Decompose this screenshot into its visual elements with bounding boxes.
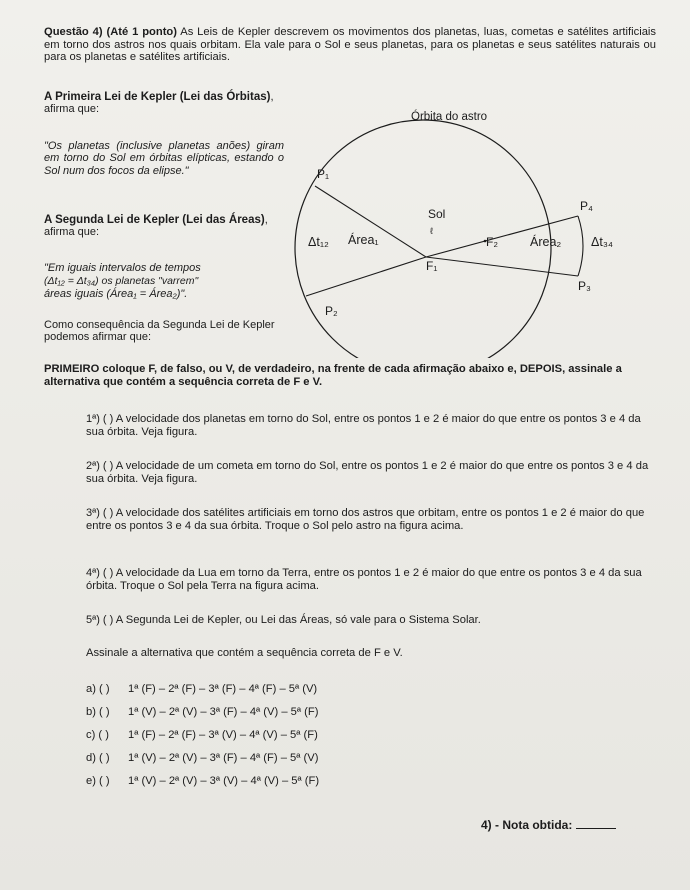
label-area2: Área₂ (530, 235, 562, 249)
grade-field (481, 818, 616, 832)
wedge-line-p2 (306, 257, 426, 296)
instructions-text: PRIMEIRO coloque F, de falso, ou V, de verdadeiro, na frente de cada afirmação abaixo e, DEPOIS, assinale a alternativa que contém a sequência correta de F e V. (44, 363, 622, 388)
option-e-text: 1ª (V) – 2ª (V) – 3ª (V) – 4ª (V) – 5ª (F) (128, 775, 320, 787)
label-dt12: Δt₁₂ (308, 235, 329, 249)
label-p3: P₃ (578, 279, 591, 293)
label-p2: P₂ (325, 304, 338, 318)
statement-1 (86, 413, 656, 439)
option-d[interactable] (86, 752, 318, 765)
grade-blank[interactable] (576, 828, 616, 829)
orbit-diagram (288, 108, 628, 358)
option-e-label: e) ( ) (86, 775, 110, 787)
label-area1: Área₁ (348, 233, 379, 247)
sun-mark-icon: ℓ (430, 226, 433, 236)
question-heading: Questão 4) (Até 1 ponto) (44, 26, 177, 38)
statement-5-number: 5ª) ( ) (86, 614, 114, 626)
option-d-text: 1ª (V) – 2ª (V) – 3ª (F) – 4ª (F) – 5ª (V) (128, 752, 319, 764)
label-sol: Sol (428, 207, 446, 221)
second-law-quote-b: (Δt₁₂ = Δt₃₄) os planetas "varrem" (44, 275, 199, 287)
second-law-block (44, 214, 284, 239)
assinale-text: Assinale a alternativa que contém a sequência correta de F e V. (86, 647, 403, 659)
statement-5-text: A Segunda Lei de Kepler, ou Lei das Áreas, só vale para o Sistema Solar. (115, 614, 481, 626)
statement-1-text: A velocidade dos planetas em torno do Sol, entre os pontos 1 e 2 é maior do que entre os pontos 3 e 4 da sua órbita. Veja figura. (86, 413, 641, 438)
wedge-line-p3 (426, 257, 578, 276)
second-law-tail: , afirma que: (44, 214, 268, 239)
statement-2 (86, 460, 656, 486)
option-c-text: 1ª (F) – 2ª (F) – 3ª (V) – 4ª (V) – 5ª (F) (128, 729, 318, 741)
statement-4 (86, 567, 656, 593)
option-b[interactable] (86, 706, 318, 719)
statement-3 (86, 507, 656, 533)
question-intro-text: As Leis de Kepler descrevem os movimentos dos planetas, luas, cometas e satélites artificiais em torno dos astros nos quais orbitam. Ela vale para o Sol e seus planetas, para os planetas e seus satélites naturais ou para os planetas e satélites artificiais. (44, 26, 656, 63)
second-law-title: A Segunda Lei de Kepler (Lei das Áreas) (44, 214, 265, 226)
orbit-title: Órbita do astro (411, 111, 488, 123)
consequence-text: Como consequência da Segunda Lei de Kepler podemos afirmar que: (44, 319, 275, 344)
option-e[interactable] (86, 775, 319, 788)
statement-2-text: A velocidade de um cometa em torno do Sol, entre os pontos 1 e 2 é maior do que entre os pontos 3 e 4 da sua órbita. Veja figura. (86, 460, 649, 485)
focus-f2-dot (484, 240, 487, 243)
statement-2-number: 2ª) ( ) (86, 460, 114, 472)
option-d-label: d) ( ) (86, 752, 110, 764)
first-law-quote: "Os planetas (inclusive planetas anões) giram em torno do Sol em órbitas elípticas, estando o Sol num dos focos da elipse." (44, 140, 284, 177)
first-law-block (44, 91, 284, 116)
instructions (44, 363, 664, 389)
option-a-label: a) ( ) (86, 683, 110, 695)
question-intro (44, 26, 656, 64)
label-dt34: Δt₃₄ (591, 235, 614, 249)
area2-outer-arc (578, 216, 583, 276)
grade-label: 4) - Nota obtida: (481, 818, 573, 832)
statement-1-number: 1ª) ( ) (86, 413, 114, 425)
statement-4-number: 4ª) ( ) (86, 567, 114, 579)
second-law-quote-c: áreas iguais (Área₁ = Área₂)". (44, 288, 188, 300)
option-a[interactable] (86, 683, 317, 696)
label-p1: P₁ (317, 167, 330, 181)
option-c-label: c) ( ) (86, 729, 109, 741)
label-p4: P₄ (580, 199, 593, 213)
statement-5 (86, 614, 656, 627)
label-f2: F₂ (486, 235, 498, 249)
label-f1: F₁ (426, 259, 438, 273)
statement-4-text: A velocidade da Lua em torno da Terra, entre os pontos 1 e 2 é maior do que entre os pontos 3 e 4 da sua órbita. Troque o Sol pela Terra na figura acima. (86, 567, 642, 592)
statement-3-text: A velocidade dos satélites artificiais em torno dos astros que orbitam, entre os pontos 1 e 2 é maior do que entre os pontos 3 e 4 da sua órbita. Troque o Sol pelo astro na figura acima. (86, 507, 645, 532)
first-law-title: A Primeira Lei de Kepler (Lei das Órbitas) (44, 91, 271, 103)
orbit-ellipse (295, 120, 551, 358)
option-b-text: 1ª (V) – 2ª (V) – 3ª (F) – 4ª (V) – 5ª (F) (128, 706, 319, 718)
option-a-text: 1ª (F) – 2ª (F) – 3ª (F) – 4ª (F) – 5ª (V) (128, 683, 318, 695)
second-law-quote-a: "Em iguais intervalos de tempos (44, 262, 201, 274)
option-b-label: b) ( ) (86, 706, 110, 718)
first-law-tail: , afirma que: (44, 91, 274, 116)
statement-3-number: 3ª) ( ) (86, 507, 114, 519)
option-c[interactable] (86, 729, 318, 742)
